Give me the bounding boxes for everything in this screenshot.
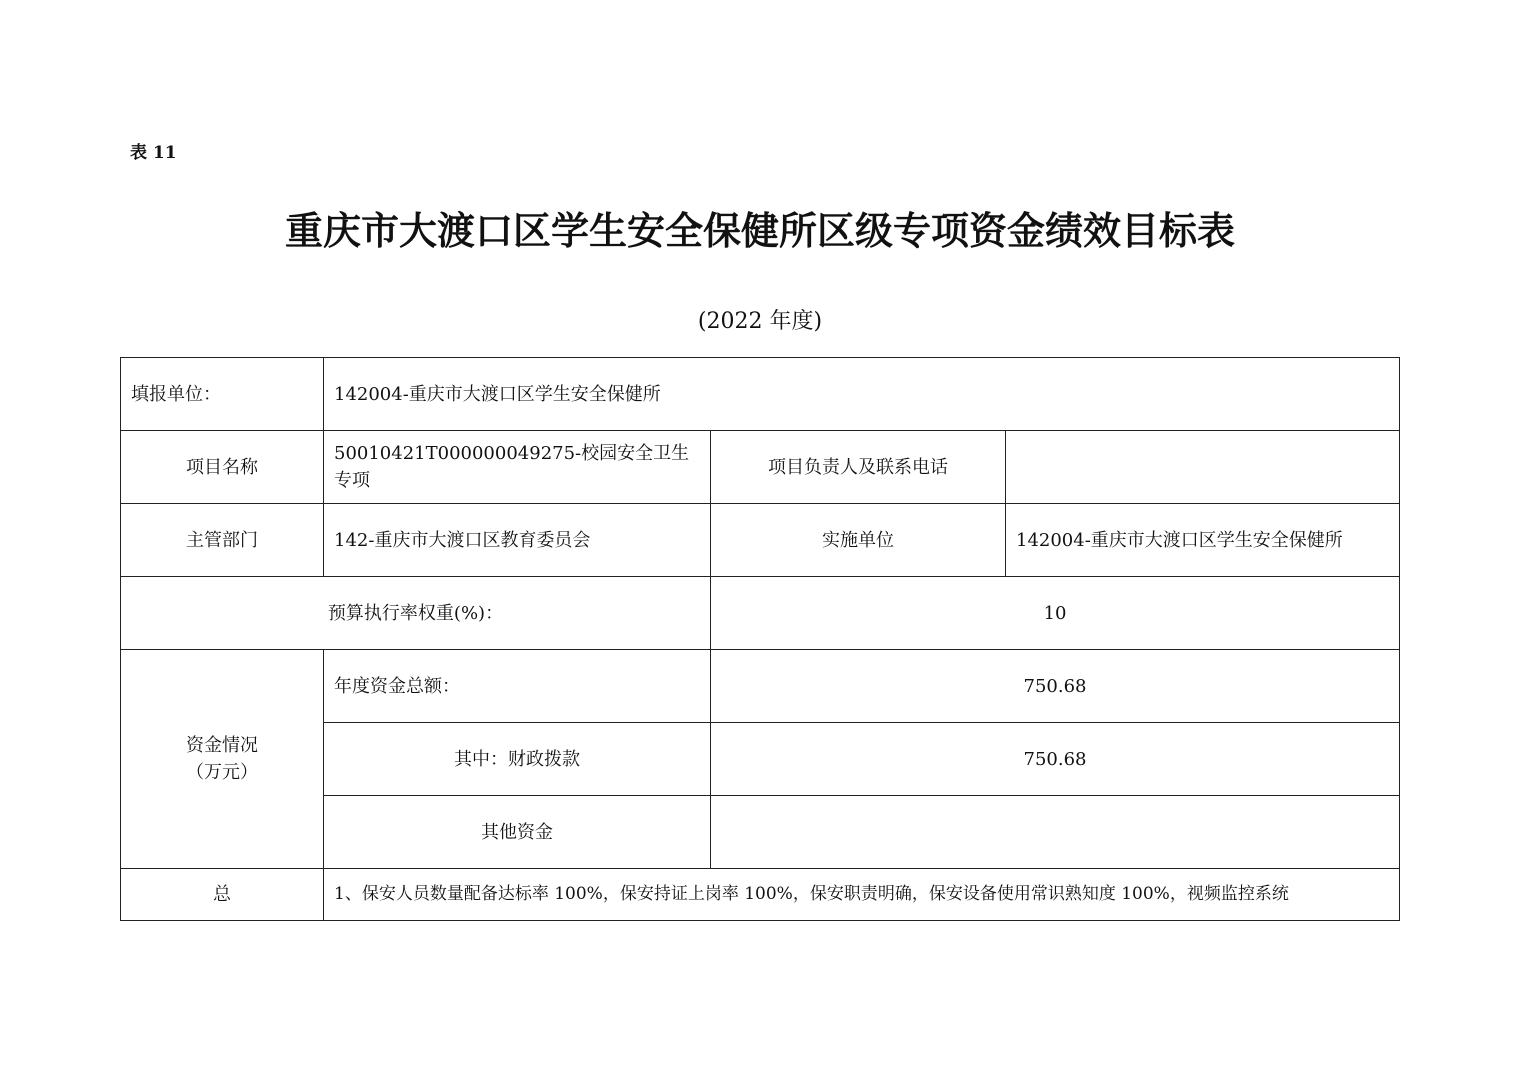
other-value: [711, 796, 1400, 869]
project-name-value: 50010421T000000049275-校园安全卫生专项: [324, 431, 711, 504]
table-row: [121, 358, 1400, 431]
fiscal-value: 750.68: [711, 723, 1400, 796]
impl-value: 142004-重庆市大渡口区学生安全保健所: [1006, 504, 1400, 577]
table-row: [121, 577, 1400, 650]
impl-label: 实施单位: [711, 504, 1006, 577]
fiscal-label: 其中：财政拨款: [324, 723, 711, 796]
performance-table: [120, 357, 1400, 921]
dept-label: 主管部门: [121, 504, 324, 577]
table-row: [121, 869, 1400, 921]
funds-label-text: 资金情况（万元）: [186, 735, 258, 783]
summary-label: 总: [121, 869, 324, 921]
year-subtitle: (2022 年度): [697, 309, 823, 334]
project-name-label: 项目名称: [121, 431, 324, 504]
unit-value: 142004-重庆市大渡口区学生安全保健所: [324, 358, 1400, 431]
budget-weight-label: 预算执行率权重(%)：: [121, 577, 711, 650]
total-value: 750.68: [711, 650, 1400, 723]
table-row: [121, 431, 1400, 504]
dept-value: 142-重庆市大渡口区教育委员会: [324, 504, 711, 577]
table-number: 表 11: [130, 143, 177, 163]
unit-label: 填报单位：: [121, 358, 324, 431]
page-title: 重庆市大渡口区学生安全保健所区级专项资金绩效目标表: [284, 209, 1235, 253]
contact-label: 项目负责人及联系电话: [711, 431, 1006, 504]
contact-value: [1006, 431, 1400, 504]
funds-label: [121, 650, 324, 869]
summary-value: 1、保安人员数量配备达标率 100%，保安持证上岗率 100%，保安职责明确，保安设备使用常识熟知度 100%，视频监控系统: [324, 869, 1400, 921]
budget-weight-value: 10: [711, 577, 1400, 650]
other-label: 其他资金: [324, 796, 711, 869]
table-row: [121, 650, 1400, 723]
table-row: [121, 504, 1400, 577]
total-label: 年度资金总额：: [324, 650, 711, 723]
